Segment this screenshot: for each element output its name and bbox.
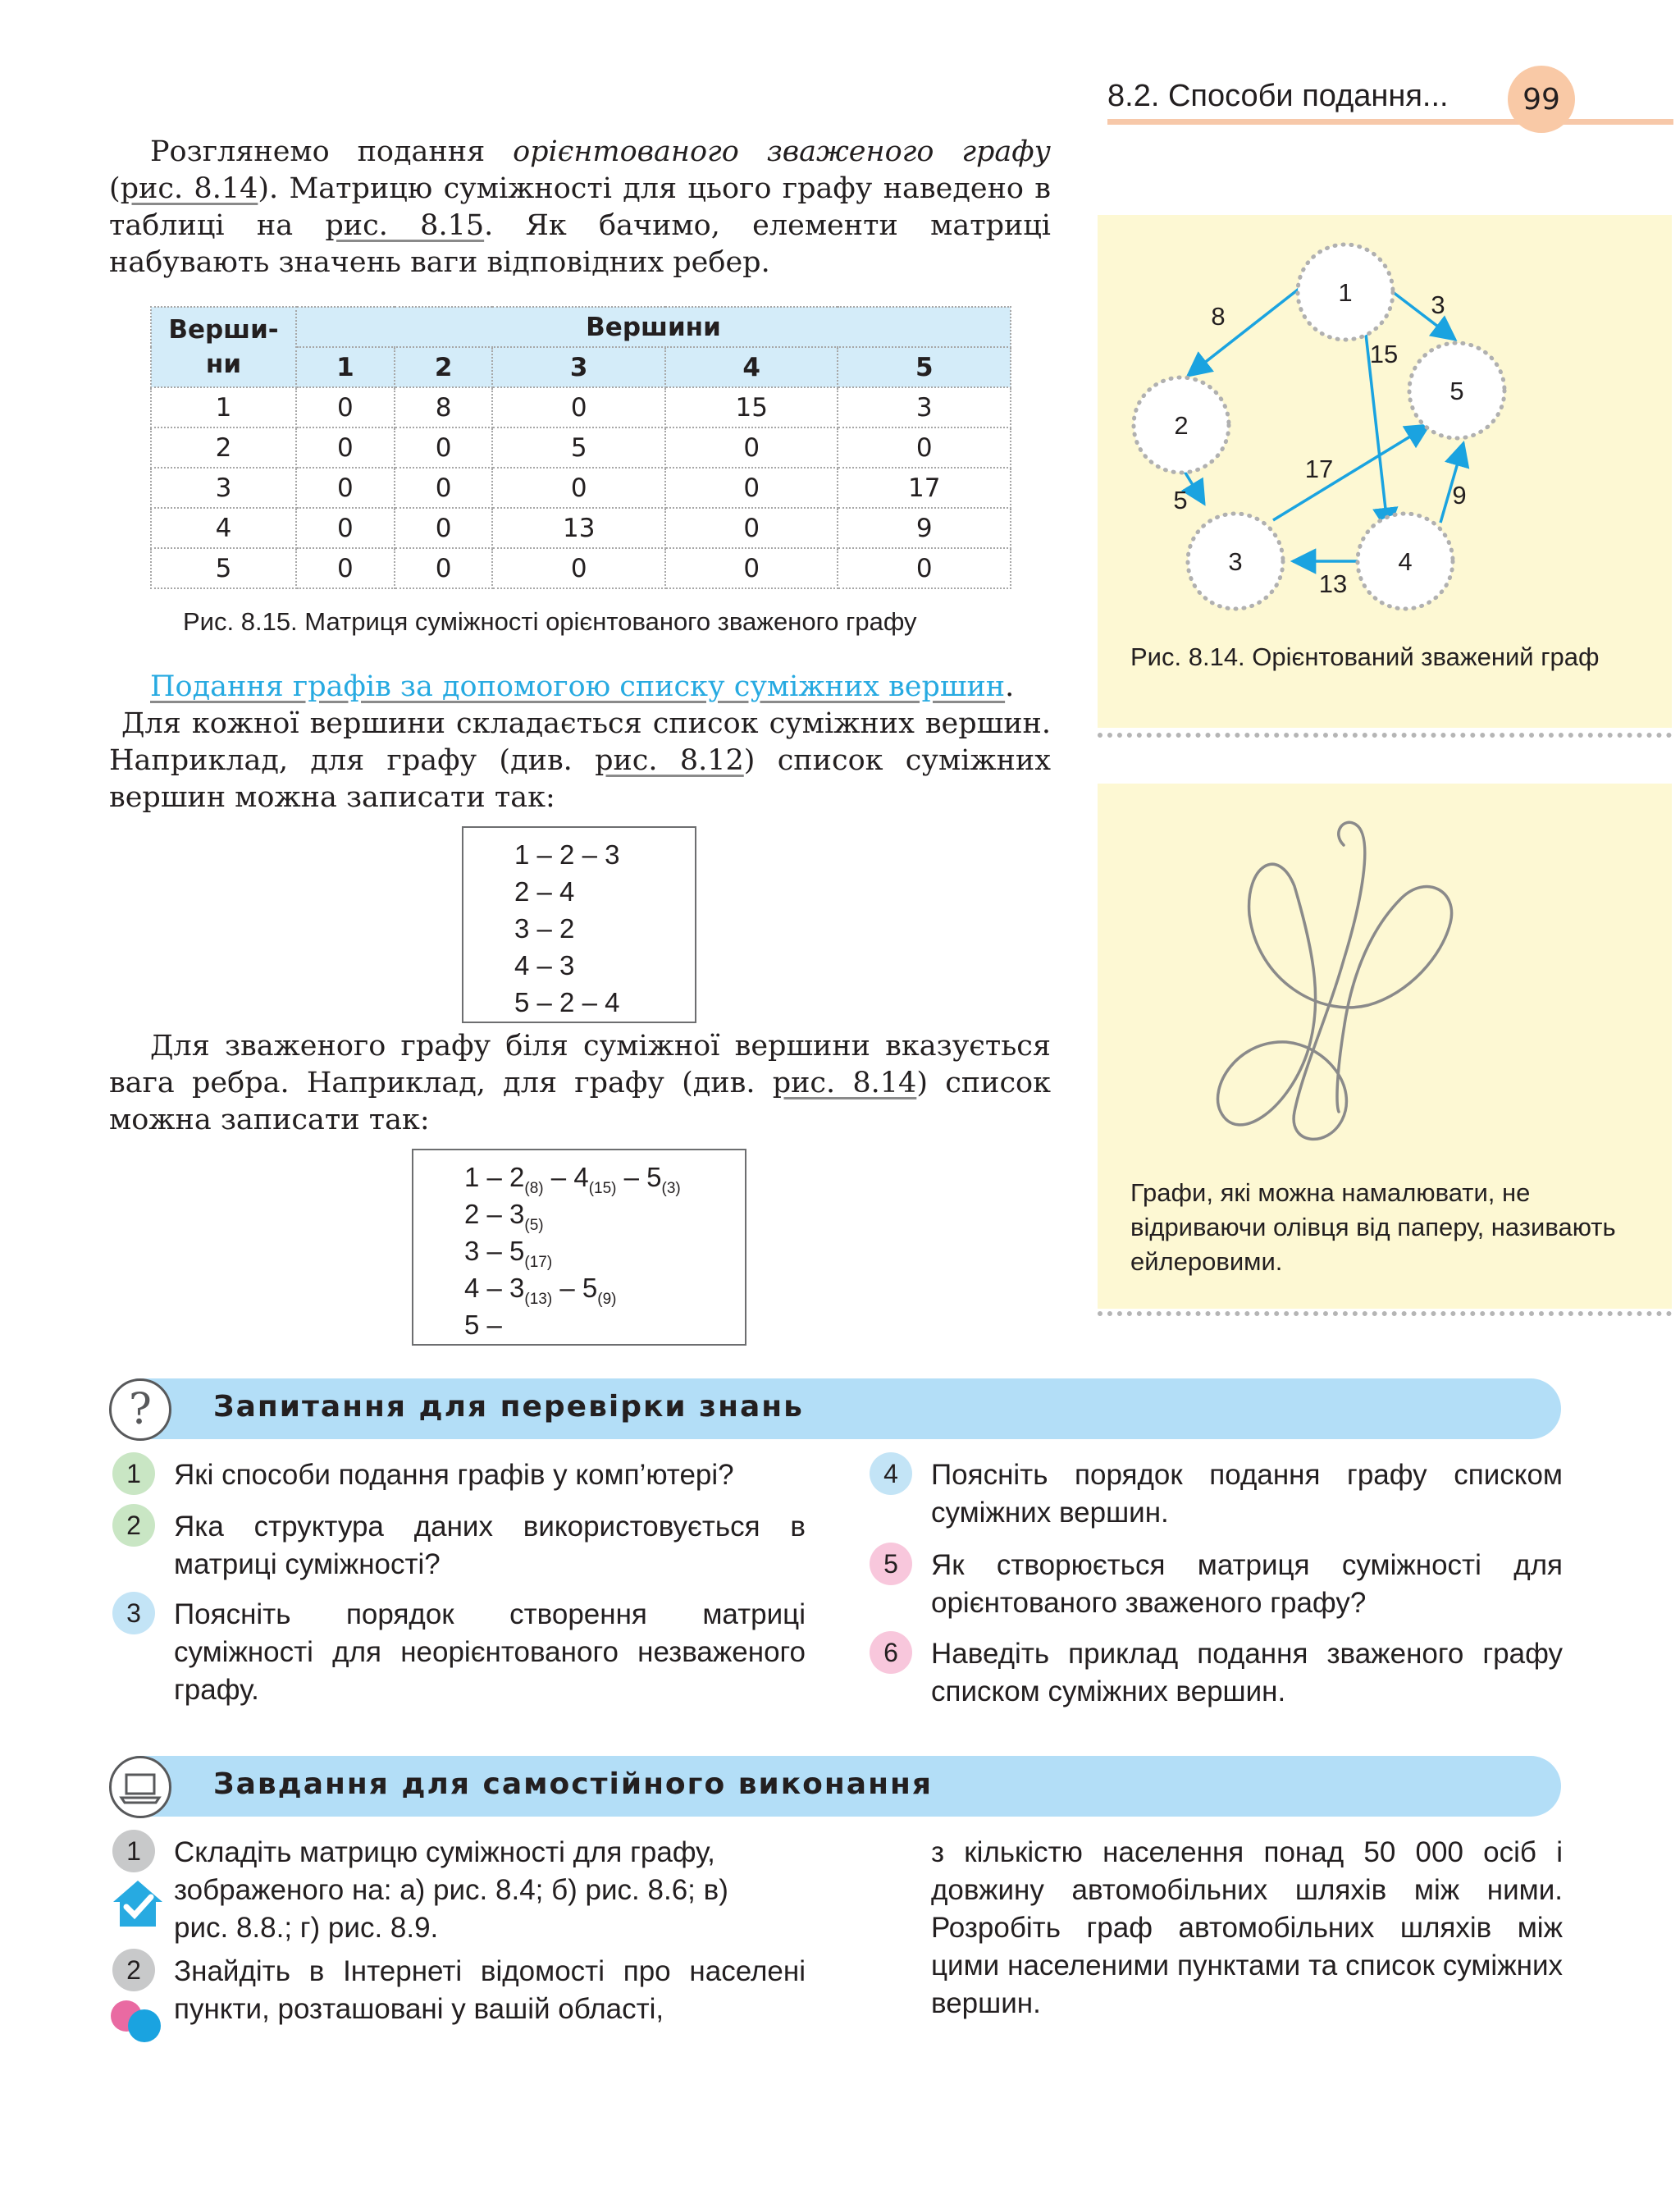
question-mark-icon: ? (109, 1378, 171, 1441)
matrix-corner-header: Верши- ни (151, 307, 296, 387)
graph-figure-panel (1098, 215, 1672, 728)
group-circles-icon (108, 1996, 166, 2049)
wl-weight: (13) (524, 1291, 553, 1308)
matrix-col-header: 1 (296, 347, 395, 387)
matrix-cell: 0 (492, 548, 665, 588)
task-text: Знайдіть в Інтернеті відомості про населені пункти, розташовані у вашій області, (174, 1955, 806, 2025)
page-number: 99 (1508, 66, 1575, 133)
matrix-group-header: Вершини (296, 307, 1011, 347)
matrix-cell: 0 (395, 508, 493, 548)
weighted-list-row (464, 1195, 745, 1232)
panel-divider-2 (1098, 1311, 1672, 1316)
matrix-row (151, 468, 1011, 508)
matrix-row (151, 508, 1011, 548)
edge-weight: 13 (1318, 569, 1348, 598)
matrix-cell: 0 (296, 548, 395, 588)
adjacency-lead-dot: . (1005, 670, 1015, 703)
adjacency-list-row: 1 – 2 – 3 (514, 839, 620, 870)
wl-weight: (15) (588, 1180, 617, 1197)
edge-weight: 17 (1304, 455, 1334, 483)
task-continuation: з кількістю населення понад 50 000 осіб і довжину автомобільних шляхів між ними. Розробіть граф автомобільних шляхів між цими населеними пунктами та список суміжних вершин. (931, 1836, 1563, 2019)
matrix-cell: 0 (665, 548, 838, 588)
weighted-list-row (464, 1306, 745, 1343)
matrix-cell: 15 (665, 387, 838, 427)
edge-weight: 8 (1211, 302, 1226, 331)
adjacency-list-row: 3 – 2 (514, 913, 575, 944)
matrix-col-header: 4 (665, 347, 838, 387)
matrix-row (151, 427, 1011, 468)
task-number: 2 (112, 1949, 155, 1991)
weighted-text: Для зваженого графу біля суміжної вершини вказується вага ребра. Наприклад, для графу (див. (109, 1030, 1051, 1099)
question-text: Яка структура даних використовується в матриці суміжності? (174, 1511, 806, 1580)
matrix-cell: 17 (838, 468, 1011, 508)
matrix-cell: 13 (492, 508, 665, 548)
matrix-cell: 0 (492, 468, 665, 508)
question-number: 5 (870, 1543, 912, 1585)
matrix-row-label: 5 (151, 548, 296, 588)
weighted-list-row (464, 1269, 745, 1306)
running-header: 8.2. Способи подання... (1107, 79, 1449, 113)
node-label: 5 (1449, 377, 1464, 405)
wl-text: 1 – 2 (464, 1162, 525, 1192)
matrix-row (151, 387, 1011, 427)
wl-weight: (8) (524, 1180, 544, 1197)
matrix-cell: 0 (395, 427, 493, 468)
matrix-row-label: 2 (151, 427, 296, 468)
edge-1-5 (1393, 292, 1455, 340)
edge-weight: 9 (1452, 481, 1467, 510)
ref-fig-8-14-b[interactable]: рис. 8.14 (772, 1067, 917, 1099)
matrix-col-header: 2 (395, 347, 493, 387)
adjacency-paragraph (109, 669, 1051, 816)
matrix-cell: 0 (665, 427, 838, 468)
task-number: 1 (112, 1830, 155, 1872)
intro-text-3: . Як бачимо, елементи матриці набувають значень ваги відповідних ребер. (109, 209, 1051, 279)
question-number: 4 (870, 1452, 912, 1495)
adjacency-text: Для кожної вершини складається список суміжних вершин. Наприклад, для графу (див. (109, 707, 1051, 777)
intro-text-2: ). Матрицю суміжності для цього графу наведено в таблиці на (109, 172, 1052, 242)
node-label: 4 (1398, 547, 1413, 576)
adjacency-list-row: 4 – 3 (514, 950, 575, 981)
ref-fig-8-12[interactable]: рис. 8.12 (595, 744, 744, 777)
matrix-cell: 0 (296, 387, 395, 427)
edge-3-5 (1273, 425, 1429, 520)
matrix-cell: 0 (838, 427, 1011, 468)
wl-weight: (17) (524, 1254, 553, 1271)
matrix-cell: 0 (492, 387, 665, 427)
euler-note-text: Графи, які можна намалювати, не відриваючи олівця від паперу, називають ейлеровими. (1130, 1178, 1616, 1276)
ref-fig-8-14[interactable]: рис. 8.14 (120, 172, 258, 205)
question-text: Поясніть порядок подання графу списком суміжних вершин. (931, 1459, 1563, 1529)
edge-1-2 (1188, 287, 1301, 376)
matrix-cell: 0 (296, 468, 395, 508)
adjacency-matrix-table (150, 306, 1011, 589)
matrix-cell: 0 (665, 468, 838, 508)
adjacency-text-2: ) список суміжних вершин можна записати так: (109, 744, 1052, 814)
matrix-cell: 0 (296, 508, 395, 548)
home-check-icon (108, 1877, 167, 1933)
wl-weight: (5) (524, 1217, 544, 1234)
matrix-row-label: 1 (151, 387, 296, 427)
matrix-cell: 0 (296, 427, 395, 468)
wl-text: 2 – 3 (464, 1199, 525, 1229)
matrix-cell: 0 (395, 468, 493, 508)
matrix-row-label: 4 (151, 508, 296, 548)
intro-italic-term: орієнтованого зваженого графу (513, 135, 1051, 168)
question-number: 3 (112, 1592, 155, 1634)
node-label: 2 (1174, 411, 1189, 440)
matrix-cell: 5 (492, 427, 665, 468)
question-number: 2 (112, 1504, 155, 1547)
panel-divider (1098, 733, 1672, 738)
node-label: 3 (1228, 547, 1243, 576)
matrix-col-header: 3 (492, 347, 665, 387)
question-text: Поясніть порядок створення матриці суміжності для неорієнтованого незваженого графу. (174, 1598, 806, 1706)
graph-caption: Рис. 8.14. Орієнтований зважений граф (1130, 642, 1600, 671)
tasks-title: Завдання для самостійного виконання (213, 1767, 933, 1801)
butterfly-drawing-icon (1098, 784, 1672, 1169)
node-label: 1 (1338, 278, 1353, 307)
intro-paragraph (109, 134, 1051, 281)
question-text: Які способи подання графів у комп’ютері? (174, 1459, 734, 1491)
matrix-row (151, 548, 1011, 588)
matrix-cell: 0 (838, 548, 1011, 588)
edge-weight: 15 (1369, 340, 1399, 368)
adjacency-lead-term: Подання графів за допомогою списку суміжних вершин (150, 670, 1006, 703)
wl-text: 4 – 3 (464, 1273, 525, 1303)
wl-text: – 4 (543, 1162, 589, 1192)
questions-title: Запитання для перевірки знань (213, 1390, 804, 1424)
wl-weight: (3) (661, 1180, 681, 1197)
weighted-list-row (464, 1232, 745, 1269)
weighted-list-row (464, 1159, 745, 1195)
adjacency-list-box (462, 826, 696, 1023)
weighted-text-2: ) список можна записати так: (109, 1067, 1052, 1136)
intro-text: Розглянемо подання (150, 135, 514, 168)
matrix-caption: Рис. 8.15. Матриця суміжності орієнтованого зваженого графу (183, 607, 917, 636)
matrix-cell: 9 (838, 508, 1011, 548)
task-text: Складіть матрицю суміжності для графу, зображеного на: а) рис. 8.4; б) рис. 8.6; в) рис. 8.8.; г) рис. 8.9. (174, 1836, 728, 1944)
edge-weight: 3 (1431, 290, 1445, 319)
matrix-cell: 0 (665, 508, 838, 548)
matrix-cell: 8 (395, 387, 493, 427)
question-number: 6 (870, 1631, 912, 1674)
weighted-list-box (412, 1149, 746, 1346)
question-number: 1 (112, 1452, 155, 1495)
intro-paren: ( (109, 172, 121, 205)
matrix-cell: 3 (838, 387, 1011, 427)
adjacency-list-row: 2 – 4 (514, 876, 575, 907)
weighted-paragraph (109, 1028, 1051, 1139)
euler-note-panel (1098, 784, 1672, 1309)
question-text: Наведіть приклад подання зваженого графу списком суміжних вершин. (931, 1638, 1563, 1707)
matrix-cell: 0 (395, 548, 493, 588)
wl-text: 3 – 5 (464, 1236, 525, 1266)
question-text: Як створюється матриця суміжності для орієнтованого зваженого графу? (931, 1549, 1563, 1619)
matrix-row-label: 3 (151, 468, 296, 508)
matrix-body (151, 387, 1011, 588)
graph-nodes (1134, 245, 1504, 609)
edge-weight: 5 (1173, 486, 1188, 514)
wl-text: – 5 (552, 1273, 598, 1303)
wl-text: – 5 (616, 1162, 662, 1192)
adjacency-list-row: 5 – 2 – 4 (514, 987, 620, 1017)
directed-weighted-graph (1098, 215, 1672, 633)
wl-text: 5 – (464, 1310, 502, 1340)
matrix-col-header: 5 (838, 347, 1011, 387)
laptop-icon (109, 1756, 171, 1818)
wl-weight: (9) (597, 1291, 617, 1308)
ref-fig-8-15[interactable]: рис. 8.15 (325, 209, 485, 242)
header-rule (1107, 119, 1673, 125)
